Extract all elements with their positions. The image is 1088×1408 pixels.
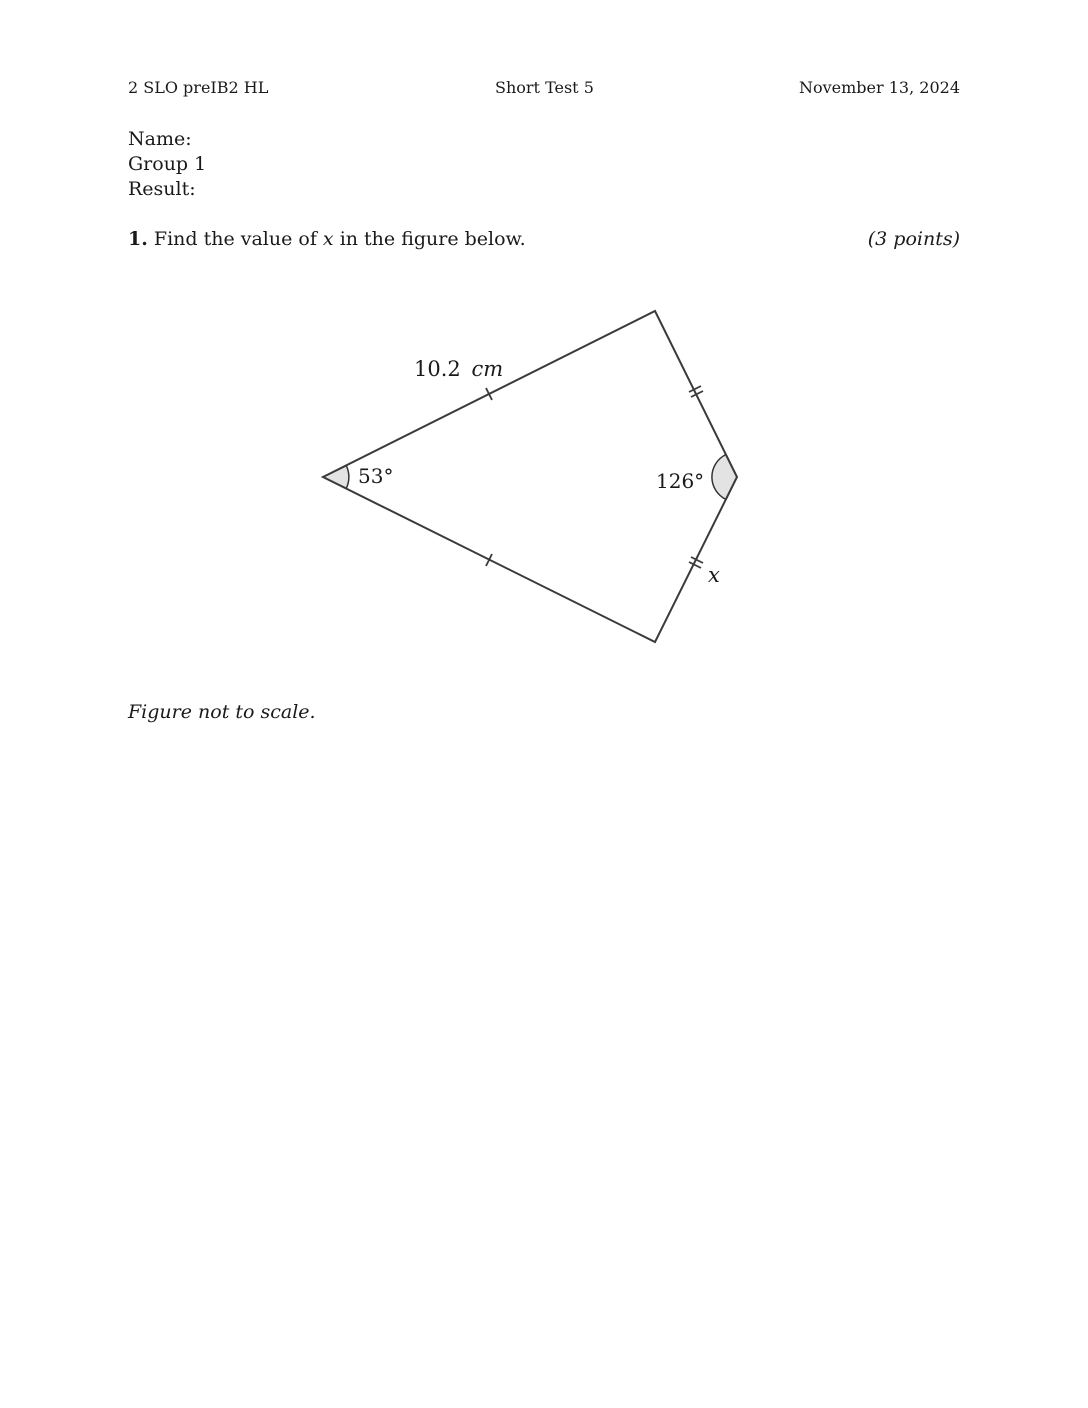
angle-arc-left (323, 466, 349, 489)
question-variable: x (322, 228, 334, 250)
unknown-side-label: x (708, 563, 720, 587)
question-text-after: in the figure below. (339, 228, 526, 250)
student-info-block (128, 127, 206, 202)
angle-arc-right (712, 455, 737, 500)
question-text-before: Find the value of (153, 228, 317, 250)
double-tick-top-right-b (691, 391, 703, 397)
test-title: Short Test 5 (495, 78, 594, 97)
double-tick-top-right-a (689, 386, 701, 392)
tick-mark-bottom-left (486, 554, 492, 566)
kite-outline (323, 311, 737, 642)
tick-mark-top-left (486, 388, 492, 400)
double-tick-bottom-right-a (691, 557, 703, 563)
course-label: 2 SLO preIB2 HL (128, 78, 269, 97)
angle-label-left: 53° (358, 464, 394, 488)
figure-caption: Figure not to scale. (128, 701, 316, 723)
question-1 (128, 227, 960, 251)
group-label: Group 1 (128, 153, 207, 175)
page-header (128, 78, 960, 100)
double-tick-bottom-right-b (689, 562, 701, 568)
question-points: (3 points) (867, 228, 960, 250)
name-label: Name: (128, 128, 192, 150)
angle-label-right: 126° (656, 469, 705, 493)
test-date: November 13, 2024 (798, 78, 960, 97)
side-length-label: 10.2 cm (414, 357, 504, 381)
result-label: Result: (128, 178, 196, 200)
question-number: 1. (128, 228, 148, 250)
